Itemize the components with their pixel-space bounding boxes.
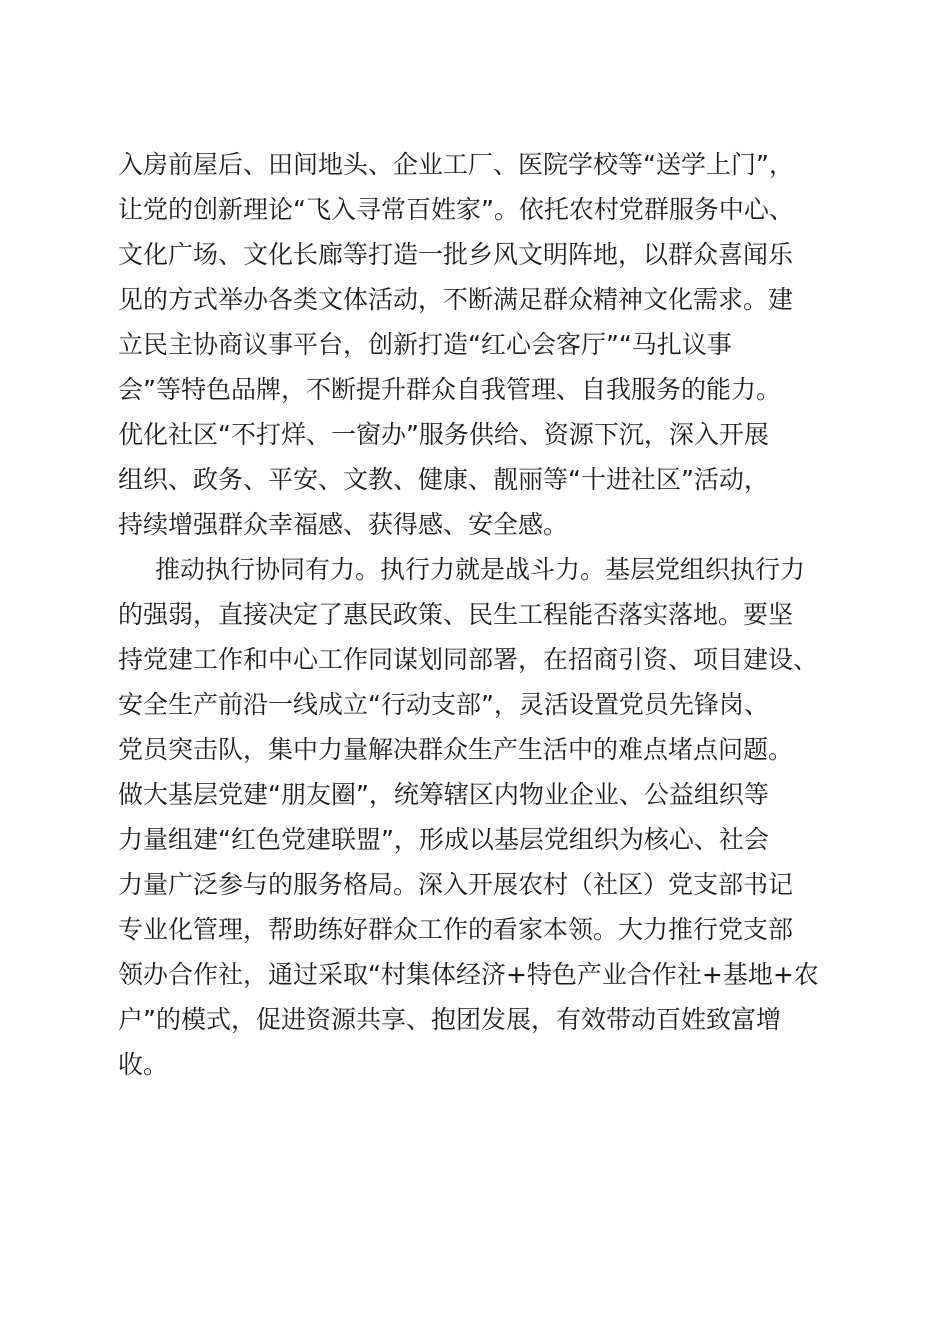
paragraph-line: 持党建工作和中心工作同谋划同部署，在招商引资、项目建设、	[118, 645, 819, 674]
paragraph-line: 领办合作社，通过采取“村集体经济+特色产业合作社+基地+农	[118, 960, 819, 989]
paragraph-line: 力量广泛参与的服务格局。深入开展农村（社区）党支部书记	[118, 870, 794, 899]
paragraph-line: 党员突击队，集中力量解决群众生产生活中的难点堵点问题。	[118, 735, 794, 764]
paragraph-line: 见的方式举办各类文体活动，不断满足群众精神文化需求。建	[118, 285, 794, 314]
paragraph-line: 专业化管理，帮助练好群众工作的看家本领。大力推行党支部	[118, 915, 794, 944]
paragraph-line: 的强弱，直接决定了惠民政策、民生工程能否落实落地。要坚	[118, 600, 794, 629]
paragraph-line: 会”等特色品牌，不断提升群众自我管理、自我服务的能力。	[118, 375, 781, 404]
paragraph-line: 优化社区“不打烊、一窗办”服务供给、资源下沉，深入开展	[118, 420, 769, 449]
paragraph-line: 户”的模式，促进资源共享、抱团发展，有效带动百姓致富增	[118, 1005, 781, 1034]
paragraph-line: 组织、政务、平安、文教、健康、靓丽等“十进社区”活动，	[118, 465, 769, 494]
paragraph-line: 持续增强群众幸福感、获得感、安全感。	[118, 510, 569, 539]
paragraph-line: 力量组建“红色党建联盟”，形成以基层党组织为核心、社会	[118, 825, 769, 854]
paragraph-line: 收。	[118, 1050, 169, 1079]
paragraph-line: 入房前屋后、田间地头、企业工厂、医院学校等“送学上门”，	[118, 150, 794, 179]
paragraph-line: 立民主协商议事平台，创新打造“红心会客厅”“马扎议事	[118, 330, 732, 359]
paragraph-line: 让党的创新理论“飞入寻常百姓家”。依托农村党群服务中心、	[118, 195, 794, 224]
paragraph-first-line: 推动执行协同有力。执行力就是战斗力。基层党组织执行力	[155, 555, 806, 584]
paragraph-line: 安全生产前沿一线成立“行动支部”，灵活设置党员先锋岗、	[118, 690, 769, 719]
paragraph-line: 文化广场、文化长廊等打造一批乡风文明阵地，以群众喜闻乐	[118, 240, 794, 269]
paragraph-line: 做大基层党建“朋友圈”，统筹辖区内物业企业、公益组织等	[118, 780, 769, 809]
